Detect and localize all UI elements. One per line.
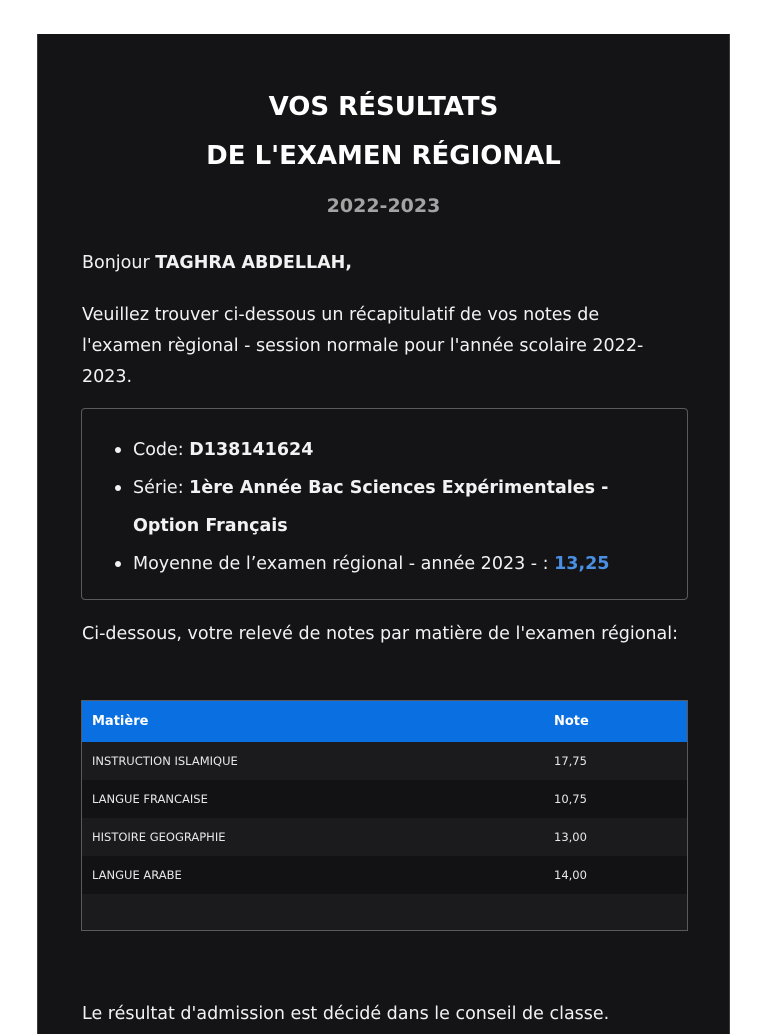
bullet-icon bbox=[115, 447, 121, 453]
serie-label: Série: bbox=[133, 478, 190, 498]
table-header bbox=[82, 701, 687, 742]
info-item-serie bbox=[115, 469, 660, 545]
subject-cell: INSTRUCTION ISLAMIQUE bbox=[92, 754, 238, 768]
school-year: 2022-2023 bbox=[326, 195, 441, 217]
code-label: Code: bbox=[133, 440, 190, 460]
header-subject: Matière bbox=[92, 714, 149, 729]
bullet-icon bbox=[115, 561, 121, 567]
grades-table bbox=[81, 700, 688, 931]
info-item-moyenne bbox=[115, 545, 660, 583]
moyenne-label: Moyenne de l’examen régional - année 2023 - : bbox=[133, 554, 555, 574]
grade-cell: 14,00 bbox=[554, 868, 587, 882]
code-value: D138141624 bbox=[189, 440, 314, 460]
grade-cell: 10,75 bbox=[554, 792, 587, 806]
serie-value: 1ère Année Bac Sciences Expérimentales - Option Français bbox=[133, 478, 609, 536]
student-name: TAGHRA ABDELLAH, bbox=[155, 253, 352, 273]
table-row bbox=[82, 856, 687, 894]
greeting-prefix: Bonjour bbox=[82, 253, 156, 273]
table-row bbox=[82, 818, 687, 856]
subject-cell: HISTOIRE GEOGRAPHIE bbox=[92, 830, 226, 844]
greeting bbox=[82, 253, 352, 274]
footer-note: Le résultat d'admission est décidé dans le conseil de classe. bbox=[82, 1004, 610, 1024]
info-box bbox=[81, 408, 688, 600]
table-row bbox=[82, 742, 687, 780]
info-item-code bbox=[115, 431, 660, 469]
grade-cell: 17,75 bbox=[554, 754, 587, 768]
moyenne-value: 13,25 bbox=[554, 554, 610, 574]
header-grade: Note bbox=[554, 714, 589, 729]
page-title-line1: VOS RÉSULTATS bbox=[268, 92, 499, 122]
table-row-empty bbox=[82, 894, 687, 930]
page-title-line2: DE L'EXAMEN RÉGIONAL bbox=[206, 141, 561, 171]
intro-text: Veuillez trouver ci-dessous un récapitulatif de vos notes de l'examen règional - session normale pour l'année scolaire 2022-2023. bbox=[82, 305, 644, 387]
subject-cell: LANGUE ARABE bbox=[92, 868, 182, 882]
info-list bbox=[115, 431, 660, 583]
grade-cell: 13,00 bbox=[554, 830, 587, 844]
results-card bbox=[37, 34, 730, 1034]
table-row bbox=[82, 780, 687, 818]
subject-cell: LANGUE FRANCAISE bbox=[92, 792, 208, 806]
table-intro-text: Ci-dessous, votre relevé de notes par matière de l'examen régional: bbox=[82, 624, 678, 644]
bullet-icon bbox=[115, 485, 121, 491]
